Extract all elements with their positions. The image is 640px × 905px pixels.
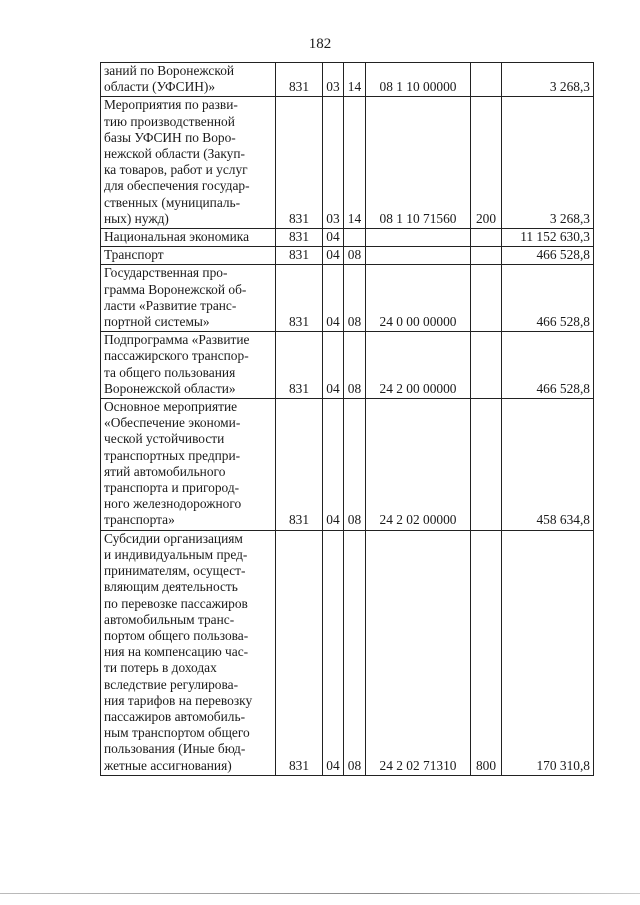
admin-code: 831 <box>276 229 323 247</box>
subsection-code: 08 <box>344 530 366 775</box>
section-code: 03 <box>323 97 344 229</box>
table-row <box>101 63 594 97</box>
target-code: 24 2 00 00000 <box>366 332 471 399</box>
table-row <box>101 247 594 265</box>
admin-code: 831 <box>276 63 323 97</box>
amount: 466 528,8 <box>502 265 594 332</box>
row-name: Подпрограмма «Развитие пассажирского транспор- та общего пользования Воронежской области» <box>101 332 276 399</box>
row-name: Транспорт <box>101 247 276 265</box>
table-row <box>101 229 594 247</box>
amount: 3 268,3 <box>502 97 594 229</box>
target-code: 08 1 10 00000 <box>366 63 471 97</box>
section-code: 04 <box>323 247 344 265</box>
target-code: 24 0 00 00000 <box>366 265 471 332</box>
table-row <box>101 265 594 332</box>
row-name: Государственная про- грамма Воронежской об- ласти «Развитие транс- портной системы» <box>101 265 276 332</box>
amount: 466 528,8 <box>502 332 594 399</box>
subsection-code: 08 <box>344 247 366 265</box>
section-code: 04 <box>323 332 344 399</box>
expense-code <box>471 63 502 97</box>
section-code: 04 <box>323 229 344 247</box>
subsection-code: 08 <box>344 265 366 332</box>
admin-code: 831 <box>276 265 323 332</box>
scan-edge-line <box>0 893 640 894</box>
budget-table <box>100 62 594 776</box>
section-code: 04 <box>323 530 344 775</box>
expense-code <box>471 399 502 531</box>
row-name: Субсидии организациям и индивидуальным пред- принимателям, осущест- вляющим деятельность по перевозке пассажиров автомобильным транс- портом общего пользова- ния на компенсацию час- ти потерь в доходах вследствие регулирова- ния тарифов на перевозку пассажиров автомобиль- ным транспортом общего пользования (Иные бюд- жетные ассигнования) <box>101 530 276 775</box>
section-code: 04 <box>323 265 344 332</box>
section-code: 04 <box>323 399 344 531</box>
amount: 3 268,3 <box>502 63 594 97</box>
expense-code <box>471 247 502 265</box>
row-name: заний по Воронежской области (УФСИН)» <box>101 63 276 97</box>
admin-code: 831 <box>276 399 323 531</box>
expense-code <box>471 229 502 247</box>
target-code: 24 2 02 71310 <box>366 530 471 775</box>
subsection-code: 08 <box>344 332 366 399</box>
table-row <box>101 97 594 229</box>
target-code <box>366 247 471 265</box>
amount: 11 152 630,3 <box>502 229 594 247</box>
target-code <box>366 229 471 247</box>
expense-code: 800 <box>471 530 502 775</box>
expense-code: 200 <box>471 97 502 229</box>
row-name: Основное мероприятие «Обеспечение экономи- ческой устойчивости транспортных предпри- ятий автомобильного транспорта и пригород- ного железнодорожного транспорта» <box>101 399 276 531</box>
admin-code: 831 <box>276 247 323 265</box>
table-row <box>101 399 594 531</box>
section-code: 03 <box>323 63 344 97</box>
expense-code <box>471 332 502 399</box>
expense-code <box>471 265 502 332</box>
subsection-code: 08 <box>344 399 366 531</box>
subsection-code: 14 <box>344 63 366 97</box>
admin-code: 831 <box>276 97 323 229</box>
row-name: Мероприятия по разви- тию производственной базы УФСИН по Воро- нежской области (Закуп- ка товаров, работ и услуг для обеспечения государ- ственных (муниципаль- ных) нужд) <box>101 97 276 229</box>
target-code: 08 1 10 71560 <box>366 97 471 229</box>
amount: 170 310,8 <box>502 530 594 775</box>
target-code: 24 2 02 00000 <box>366 399 471 531</box>
admin-code: 831 <box>276 332 323 399</box>
amount: 458 634,8 <box>502 399 594 531</box>
table-row <box>101 332 594 399</box>
row-name: Национальная экономика <box>101 229 276 247</box>
subsection-code: 14 <box>344 97 366 229</box>
subsection-code <box>344 229 366 247</box>
admin-code: 831 <box>276 530 323 775</box>
table-row <box>101 530 594 775</box>
page-number: 182 <box>308 36 332 52</box>
amount: 466 528,8 <box>502 247 594 265</box>
